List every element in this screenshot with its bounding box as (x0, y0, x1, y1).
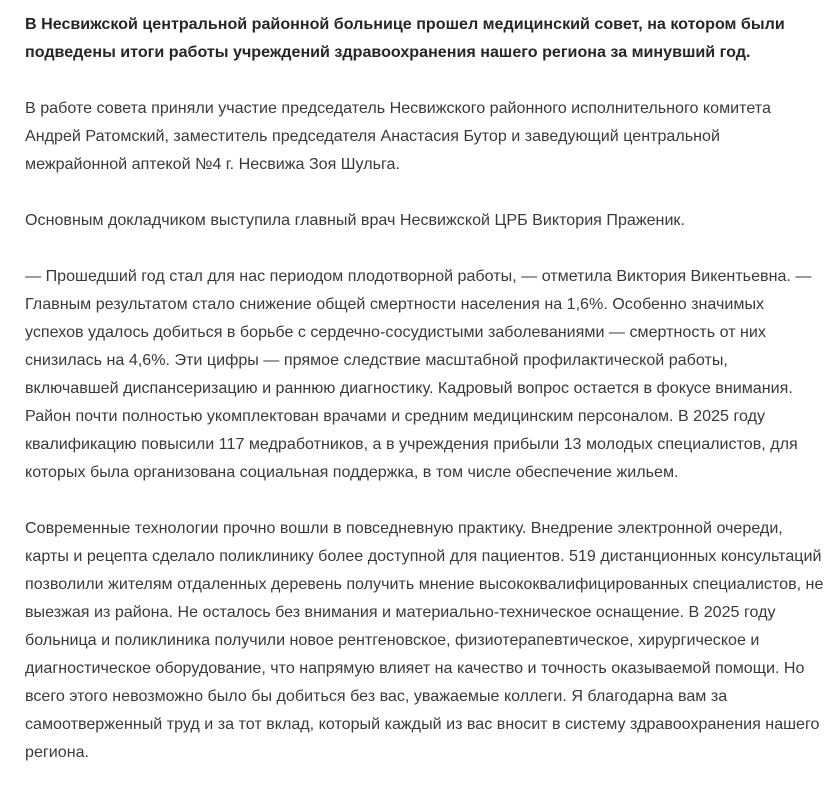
article-paragraph-quote: — Прошедший год стал для нас периодом плодотворной работы, — отметила Виктория Викентьевна. — Главным результатом стало снижение общей смертности населения на 1,6%. Особенно значимых успехов удалось добиться в борьбе с сердечно-сосудистыми заболеваниями — смертность от них снизилась на 4,6%. Эти цифры — прямое следствие масштабной профилактической работы, включавшей диспансеризацию и раннюю диагностику. Кадровый вопрос остается в фокусе внимания. Район почти полностью укомплектован врачами и средним медицинским персоналом. В 2025 году квалификацию повысили 117 медработников, а в учреждения прибыли 13 молодых специалистов, для которых была организована социальная поддержка, в том числе обеспечение жильем. (25, 267, 812, 481)
article-paragraph-speaker: Основным докладчиком выступила главный врач Несвижской ЦРБ Виктория Праженик. (25, 211, 685, 229)
article-lead: В Несвижской центральной районной больнице прошел медицинский совет, на котором были подведены итоги работы учреждений здравоохранения нашего региона за минувший год. (25, 15, 785, 61)
article-paragraph-technology: Современные технологии прочно вошли в повседневную практику. Внедрение электронной очереди, карты и рецепта сделало поликлинику более доступной для пациентов. 519 дистанционных консультаций позволили жителям отдаленных деревень получить мнение высококвалифицированных специалистов, не выезжая из района. Не осталось без внимания и материально-техническое оснащение. В 2025 году больница и поликлиника получили новое рентгеновское, физиотерапевтическое, хирургическое и диагностическое оборудование, что напрямую влияет на качество и точность оказываемой помощи. Но всего этого невозможно было бы добиться без вас, уважаемые коллеги. Я благодарна вам за самоотверженный труд и за тот вклад, который каждый из вас вносит в систему здравоохранения нашего региона. (25, 519, 824, 761)
article-body (25, 10, 825, 794)
article-paragraph-participants: В работе совета приняли участие председатель Несвижского районного исполнительного комитета Андрей Ратомский, заместитель председателя Анастасия Бутор и заведующий центральной межрайонной аптекой №4 г. Несвижа Зоя Шульга. (25, 99, 771, 173)
